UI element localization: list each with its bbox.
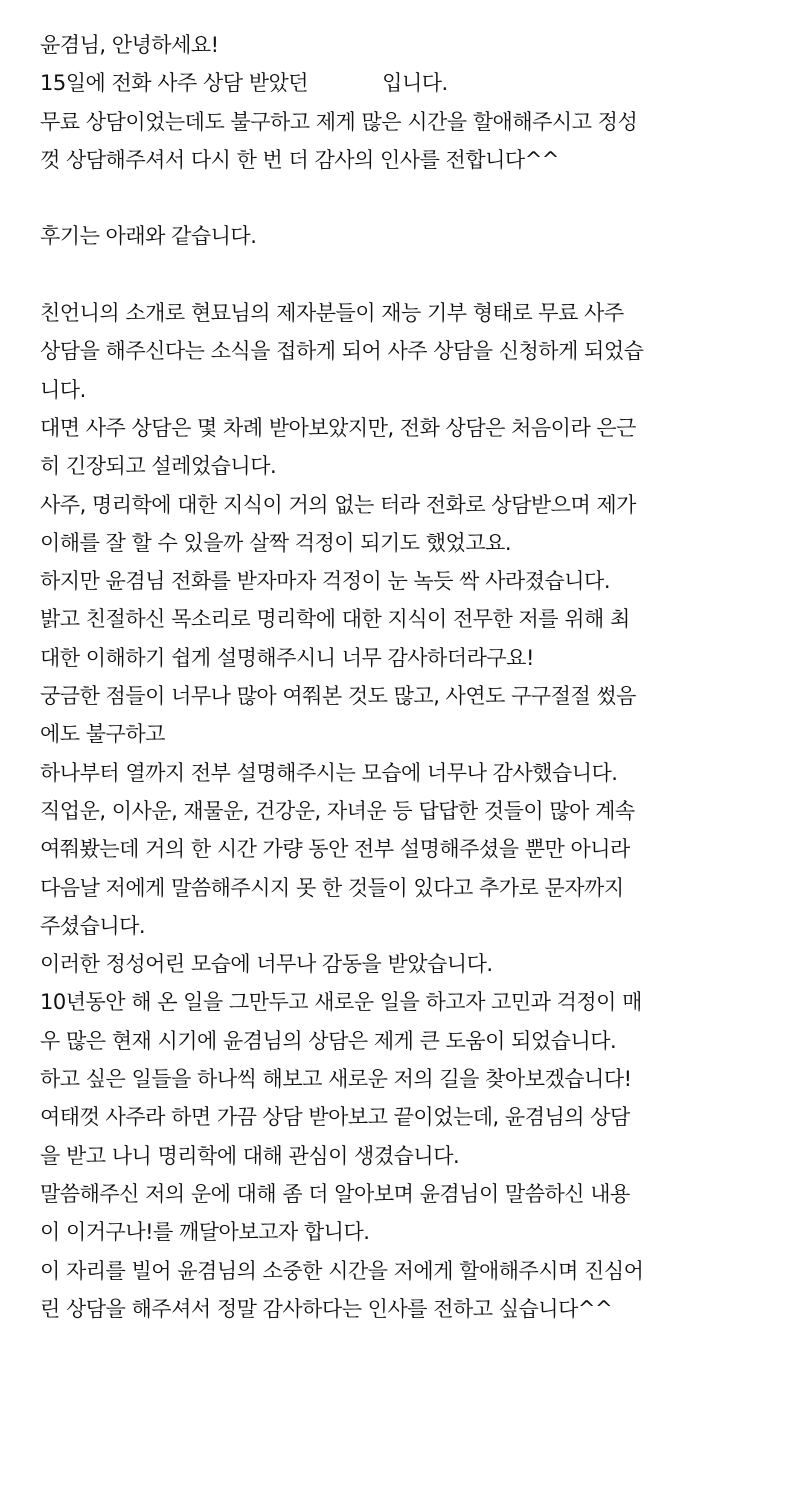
text-line: 이러한 정성어린 모습에 너무나 감동을 받았습니다.	[40, 952, 493, 977]
text-line: 15일에 전화 사주 상담 받았던 입니다.	[40, 71, 448, 96]
text-line: 여태껏 사주라 하면 가끔 상담 받아보고 끝이었는데, 윤겸님의 상담	[40, 1105, 630, 1130]
text-line: 을 받고 나니 명리학에 대해 관심이 생겼습니다.	[40, 1143, 460, 1168]
text-line: 말씀해주신 저의 운에 대해 좀 더 알아보며 윤겸님이 말씀하신 내용	[40, 1181, 630, 1206]
text-line: 사주, 명리학에 대한 지식이 거의 없는 터라 전화로 상담받으며 제가	[40, 492, 636, 517]
text-line: 상담을 해주신다는 소식을 접하게 되어 사주 상담을 신청하게 되었습	[40, 339, 644, 364]
text-line: 10년동안 해 온 일을 그만두고 새로운 일을 하고자 고민과 걱정이 매	[40, 990, 642, 1015]
text-line: 하고 싶은 일들을 하나씩 해보고 새로운 저의 길을 찾아보겠습니다!	[40, 1067, 632, 1092]
text-line: 이해를 잘 할 수 있을까 살짝 걱정이 되기도 했었고요.	[40, 530, 512, 555]
text-line: 궁금한 점들이 너무나 많아 여쭤본 것도 많고, 사연도 구구절절 썼음	[40, 684, 636, 709]
text-line: 껏 상담해주셔서 다시 한 번 더 감사의 인사를 전합니다^^	[40, 147, 559, 172]
text-line: 이 자리를 빌어 윤겸님의 소중한 시간을 저에게 할애해주시며 진심어	[40, 1258, 644, 1283]
text-line: 히 긴장되고 설레었습니다.	[40, 454, 277, 479]
text-line: 니다.	[40, 377, 86, 402]
text-line: 후기는 아래와 같습니다.	[40, 224, 257, 249]
text-line: 이 이거구나!를 깨달아보고자 합니다.	[40, 1220, 370, 1245]
text-line: 밝고 친절하신 목소리로 명리학에 대한 지식이 전무한 저를 위해 최	[40, 607, 630, 632]
text-line: 하나부터 열까지 전부 설명해주시는 모습에 너무나 감사했습니다.	[40, 760, 618, 785]
text-line: 직업운, 이사운, 재물운, 건강운, 자녀운 등 답답한 것들이 많아 계속	[40, 798, 635, 823]
text-line: 에도 불구하고	[40, 722, 165, 747]
text-line: 다음날 저에게 말씀해주시지 못 한 것들이 있다고 추가로 문자까지	[40, 875, 624, 900]
blank-line	[40, 256, 770, 294]
text-line: 주셨습니다.	[40, 913, 146, 938]
text-line: 윤겸님, 안녕하세요!	[40, 33, 219, 57]
text-line: 무료 상담이었는데도 불구하고 제게 많은 시간을 할애해주시고 정성	[40, 109, 638, 134]
text-line: 대면 사주 상담은 몇 차례 받아보았지만, 전화 상담은 처음이라 은근	[40, 415, 636, 440]
text-line: 린 상담을 해주셔서 정말 감사하다는 인사를 전하고 싶습니다^^	[40, 1296, 613, 1321]
review-document	[40, 26, 770, 1328]
text-line: 친언니의 소개로 현묘님의 제자분들이 재능 기부 형태로 무료 사주	[40, 301, 624, 326]
blank-line	[40, 179, 770, 217]
text-line: 여쭤봤는데 거의 한 시간 가량 동안 전부 설명해주셨을 뿐만 아니라	[40, 837, 630, 862]
text-line: 대한 이해하기 쉽게 설명해주시니 너무 감사하더라구요!	[40, 645, 534, 670]
text-line: 하지만 윤겸님 전화를 받자마자 걱정이 눈 녹듯 싹 사라졌습니다.	[40, 569, 611, 594]
text-line: 우 많은 현재 시기에 윤겸님의 상담은 제게 큰 도움이 되었습니다.	[40, 1028, 617, 1053]
